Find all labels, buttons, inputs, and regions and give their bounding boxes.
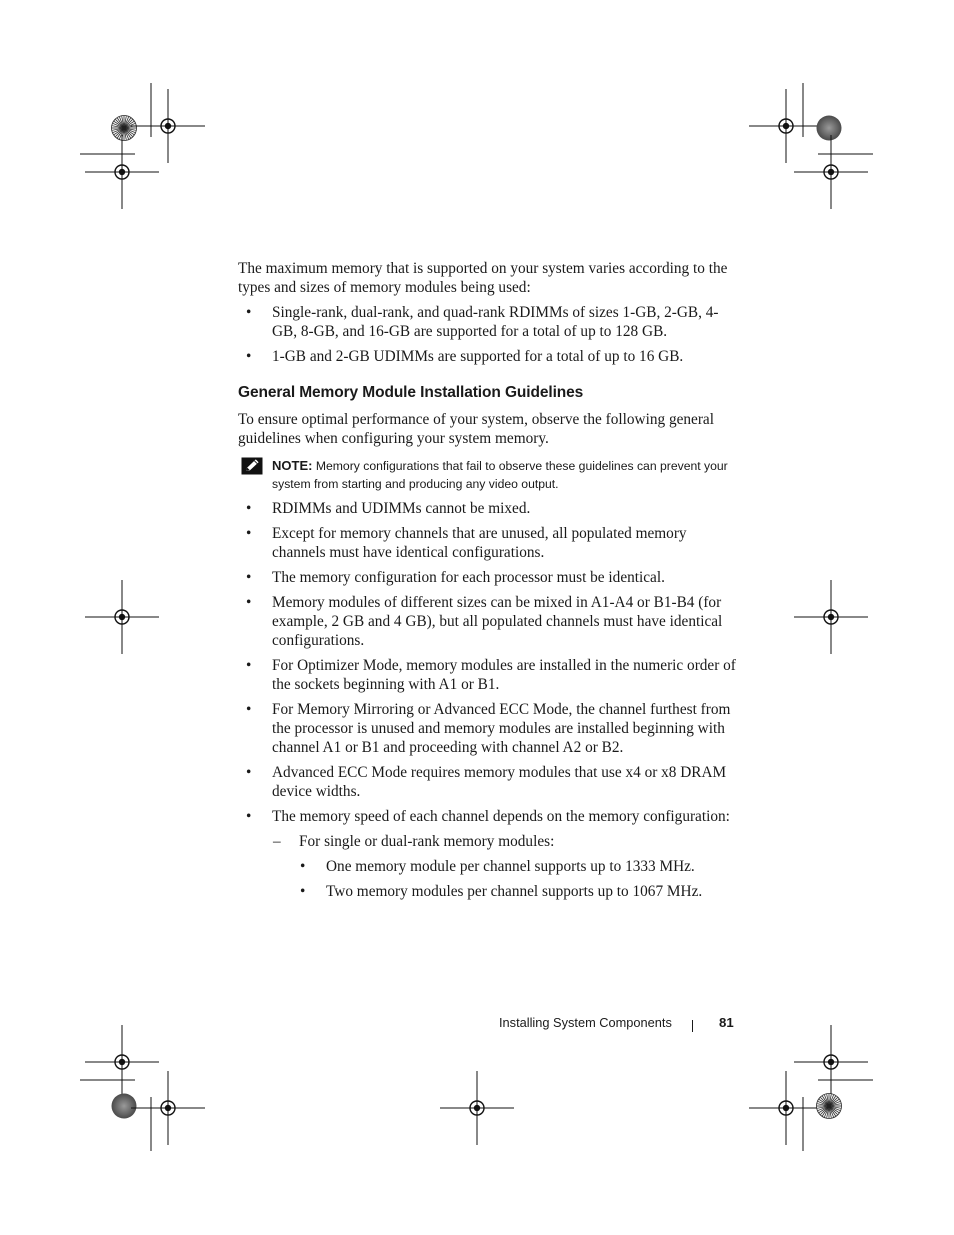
list-item (238, 593, 738, 650)
bullet-marker: • (246, 594, 252, 611)
list-item (238, 568, 738, 587)
memory-support-list (238, 303, 738, 366)
dash-list-item (238, 832, 738, 851)
footer-section-title: Installing System Components (499, 1015, 672, 1030)
bullet-marker: • (246, 808, 252, 825)
dash-item-text: For single or dual-rank memory modules: (299, 833, 555, 850)
list-item-text: Memory modules of different sizes can be mixed in A1-A4 or B1-B4 (for example, 2 GB and 4 GB), but all populated channels must have identical configurations. (272, 594, 723, 649)
bullet-marker: • (246, 500, 252, 517)
note-text: Memory configurations that fail to observe these guidelines can prevent your system from starting and producing any video output. (272, 459, 728, 491)
intro-paragraph: The maximum memory that is supported on your system varies according to the types and sizes of memory modules being used: (238, 260, 728, 296)
list-item-text: 1-GB and 2-GB UDIMMs are supported for a total of up to 16 GB. (272, 348, 684, 365)
dash-marker: – (273, 833, 281, 850)
bullet-marker: • (300, 858, 306, 875)
list-item-text: One memory module per channel supports up to 1333 MHz. (326, 858, 695, 875)
list-item (238, 857, 738, 876)
list-item (238, 524, 738, 562)
bullet-marker: • (246, 764, 252, 781)
section-heading: General Memory Module Installation Guidelines (238, 384, 584, 401)
guidelines-list (238, 499, 738, 826)
note-label: NOTE: (272, 458, 313, 473)
bullet-marker: • (246, 348, 252, 365)
list-item-text: For Optimizer Mode, memory modules are installed in the numeric order of the sockets beginning with A1 or B1. (272, 657, 736, 693)
speed-list (238, 857, 738, 901)
section-paragraph: To ensure optimal performance of your system, observe the following general guidelines when configuring your system memory. (238, 411, 714, 447)
bullet-marker: • (246, 569, 252, 586)
note-callout (238, 457, 738, 493)
page-content (238, 259, 738, 901)
bullet-marker: • (246, 304, 252, 321)
list-item (238, 347, 738, 366)
bullet-marker: • (246, 701, 252, 718)
list-item (238, 882, 738, 901)
list-item (238, 303, 738, 341)
list-item-text: RDIMMs and UDIMMs cannot be mixed. (272, 500, 531, 517)
list-item-text: Single-rank, dual-rank, and quad-rank RDIMMs of sizes 1-GB, 2-GB, 4-GB, 8-GB, and 16-GB are supported for a total of up to 128 GB. (272, 304, 719, 340)
bullet-marker: • (246, 525, 252, 542)
list-item-text: The memory configuration for each processor must be identical. (272, 569, 665, 586)
bullet-marker: • (246, 657, 252, 674)
list-item (238, 499, 738, 518)
note-pencil-icon (241, 457, 263, 475)
list-item-text: Advanced ECC Mode requires memory modules that use x4 or x8 DRAM device widths. (272, 764, 727, 800)
list-item (238, 700, 738, 757)
bullet-marker: • (300, 883, 306, 900)
list-item-text: Except for memory channels that are unused, all populated memory channels must have identical configurations. (272, 525, 687, 561)
list-item (238, 763, 738, 801)
page-number: 81 (719, 1015, 734, 1030)
footer-divider (692, 1020, 693, 1032)
list-item-text: Two memory modules per channel supports up to 1067 MHz. (326, 883, 703, 900)
list-item-text: The memory speed of each channel depends on the memory configuration: (272, 808, 730, 825)
list-item-text: For Memory Mirroring or Advanced ECC Mode, the channel furthest from the processor is unused and memory modules are installed beginning with channel A1 or B1 and proceeding with channel A2 or B2. (272, 701, 731, 756)
list-item (238, 807, 738, 826)
page-footer (0, 1015, 954, 1037)
list-item (238, 656, 738, 694)
